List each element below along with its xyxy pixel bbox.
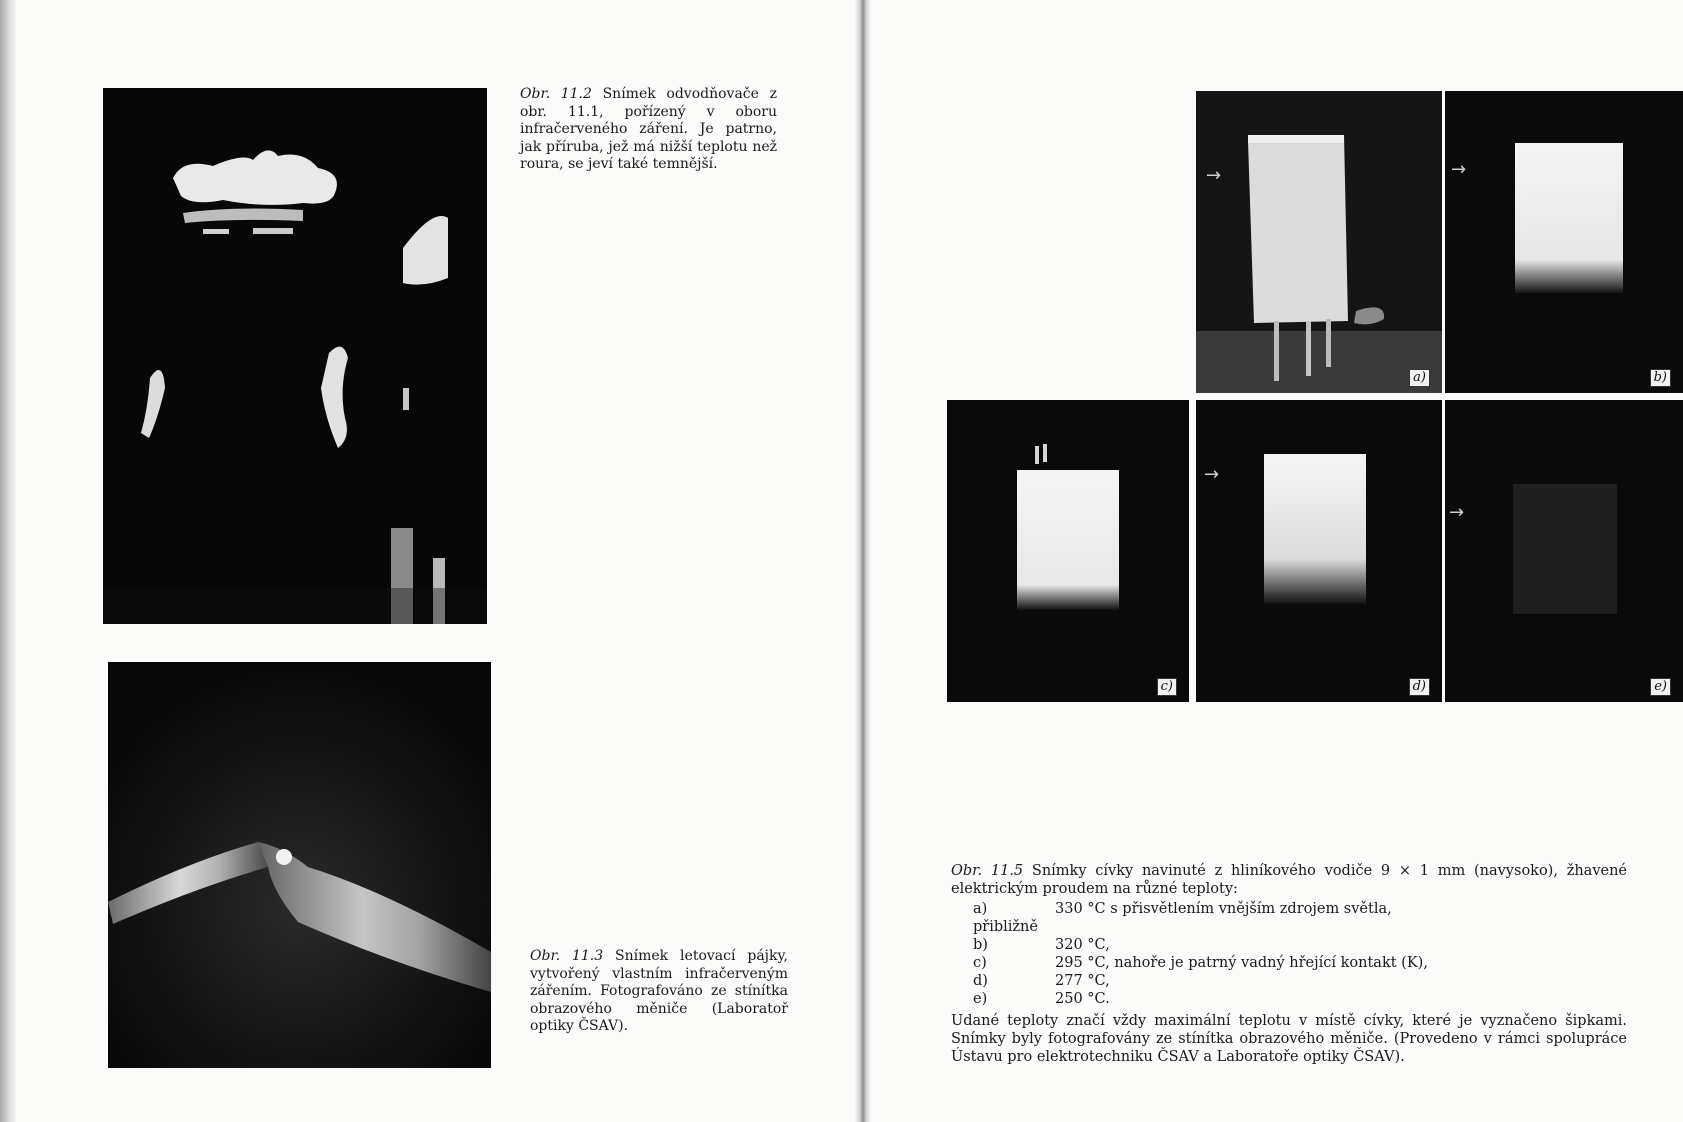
caption-11-5-note: Udané teploty značí vždy maximální teplotu v místě cívky, které je vyznačeno šipkami. Snímky byly fotografovány ze stínítka obrazového měniče. (Provedeno v rámci spolupráce Ústavu pro elektrotechniku ČSAV a Laboratoře optiky ČSAV). bbox=[951, 1013, 1627, 1065]
list-item bbox=[951, 972, 1627, 990]
list-item bbox=[951, 900, 1627, 936]
panel-c-label: c) bbox=[1157, 678, 1177, 696]
photo-11-5-panel-a bbox=[1196, 91, 1442, 393]
panel-e-arrow-icon: → bbox=[1449, 502, 1465, 523]
left-page bbox=[16, 0, 855, 1122]
list-item-value: 320 °C, bbox=[1055, 937, 1110, 953]
panel-e-image bbox=[1445, 400, 1683, 702]
caption-11-3 bbox=[530, 948, 788, 1036]
panel-a-image bbox=[1196, 91, 1442, 393]
list-item-key: e) bbox=[973, 991, 988, 1007]
caption-11-3-label: Obr. 11.3 bbox=[530, 948, 604, 964]
photo-11-5-panel-b bbox=[1445, 91, 1683, 393]
panel-a-arrow-icon: → bbox=[1206, 165, 1222, 186]
panel-d-arrow-icon: → bbox=[1204, 464, 1220, 485]
panel-e-label: e) bbox=[1650, 678, 1671, 696]
list-item bbox=[951, 990, 1627, 1008]
list-item-value: 277 °C, bbox=[1055, 973, 1110, 989]
caption-11-2-label: Obr. 11.2 bbox=[520, 86, 592, 102]
panel-b-image bbox=[1445, 91, 1683, 393]
caption-11-5-intro bbox=[951, 862, 1627, 898]
photo-11-3-image bbox=[108, 662, 491, 1068]
list-item-value: 250 °C. bbox=[1055, 991, 1110, 1007]
list-item-key: d) bbox=[973, 973, 988, 989]
caption-11-5-intro-text: Snímky cívky navinuté z hliníkového vodiče 9 × 1 mm (navysoko), žhavené elektrickým proudem na různé teploty: bbox=[951, 863, 1628, 897]
panel-c-image bbox=[947, 400, 1189, 702]
list-item-value: 295 °C, nahoře je patrný vadný hřející kontakt (K), bbox=[1055, 955, 1428, 971]
panel-d-label: d) bbox=[1409, 678, 1430, 696]
photo-11-5-panel-c bbox=[947, 400, 1189, 702]
list-item-key: a) přibližně bbox=[973, 901, 1038, 935]
list-item bbox=[951, 936, 1627, 954]
photo-11-5-panel-d bbox=[1196, 400, 1442, 702]
panel-a-label: a) bbox=[1409, 369, 1430, 387]
list-item-key: c) bbox=[973, 955, 987, 971]
caption-11-5-label: Obr. 11.5 bbox=[951, 863, 1024, 879]
panel-b-label: b) bbox=[1650, 369, 1671, 387]
caption-11-2 bbox=[520, 86, 777, 174]
list-item bbox=[951, 954, 1627, 972]
photo-11-2-infrared-drain bbox=[103, 88, 487, 624]
caption-11-2-text: Snímek odvodňovače z obr. 11.1, pořízený v oboru infračerveného záření. Je patrno, jak příruba, jež má nižší teplotu než roura, se jeví také temnější. bbox=[520, 86, 777, 172]
caption-11-3-text: Snímek letovací pájky, vytvořený vlastním infračerveným zářením. Fotografováno ze stínítka obrazového měniče (Laboratoř optiky ČSAV). bbox=[530, 948, 788, 1034]
list-item-key: b) bbox=[973, 937, 988, 953]
page-edge bbox=[0, 0, 16, 1122]
caption-11-5 bbox=[951, 862, 1627, 1066]
right-page bbox=[871, 0, 1683, 1122]
panel-d-image bbox=[1196, 400, 1442, 702]
photo-11-5-panel-e bbox=[1445, 400, 1683, 702]
photo-11-3-solder-tip bbox=[108, 662, 491, 1068]
temperature-list bbox=[951, 900, 1627, 1008]
panel-b-arrow-icon: → bbox=[1451, 159, 1467, 180]
list-item-value: 330 °C s přisvětlením vnějším zdrojem světla, bbox=[1055, 901, 1392, 917]
book-gutter bbox=[855, 0, 871, 1122]
photo-11-2-image bbox=[103, 88, 487, 624]
